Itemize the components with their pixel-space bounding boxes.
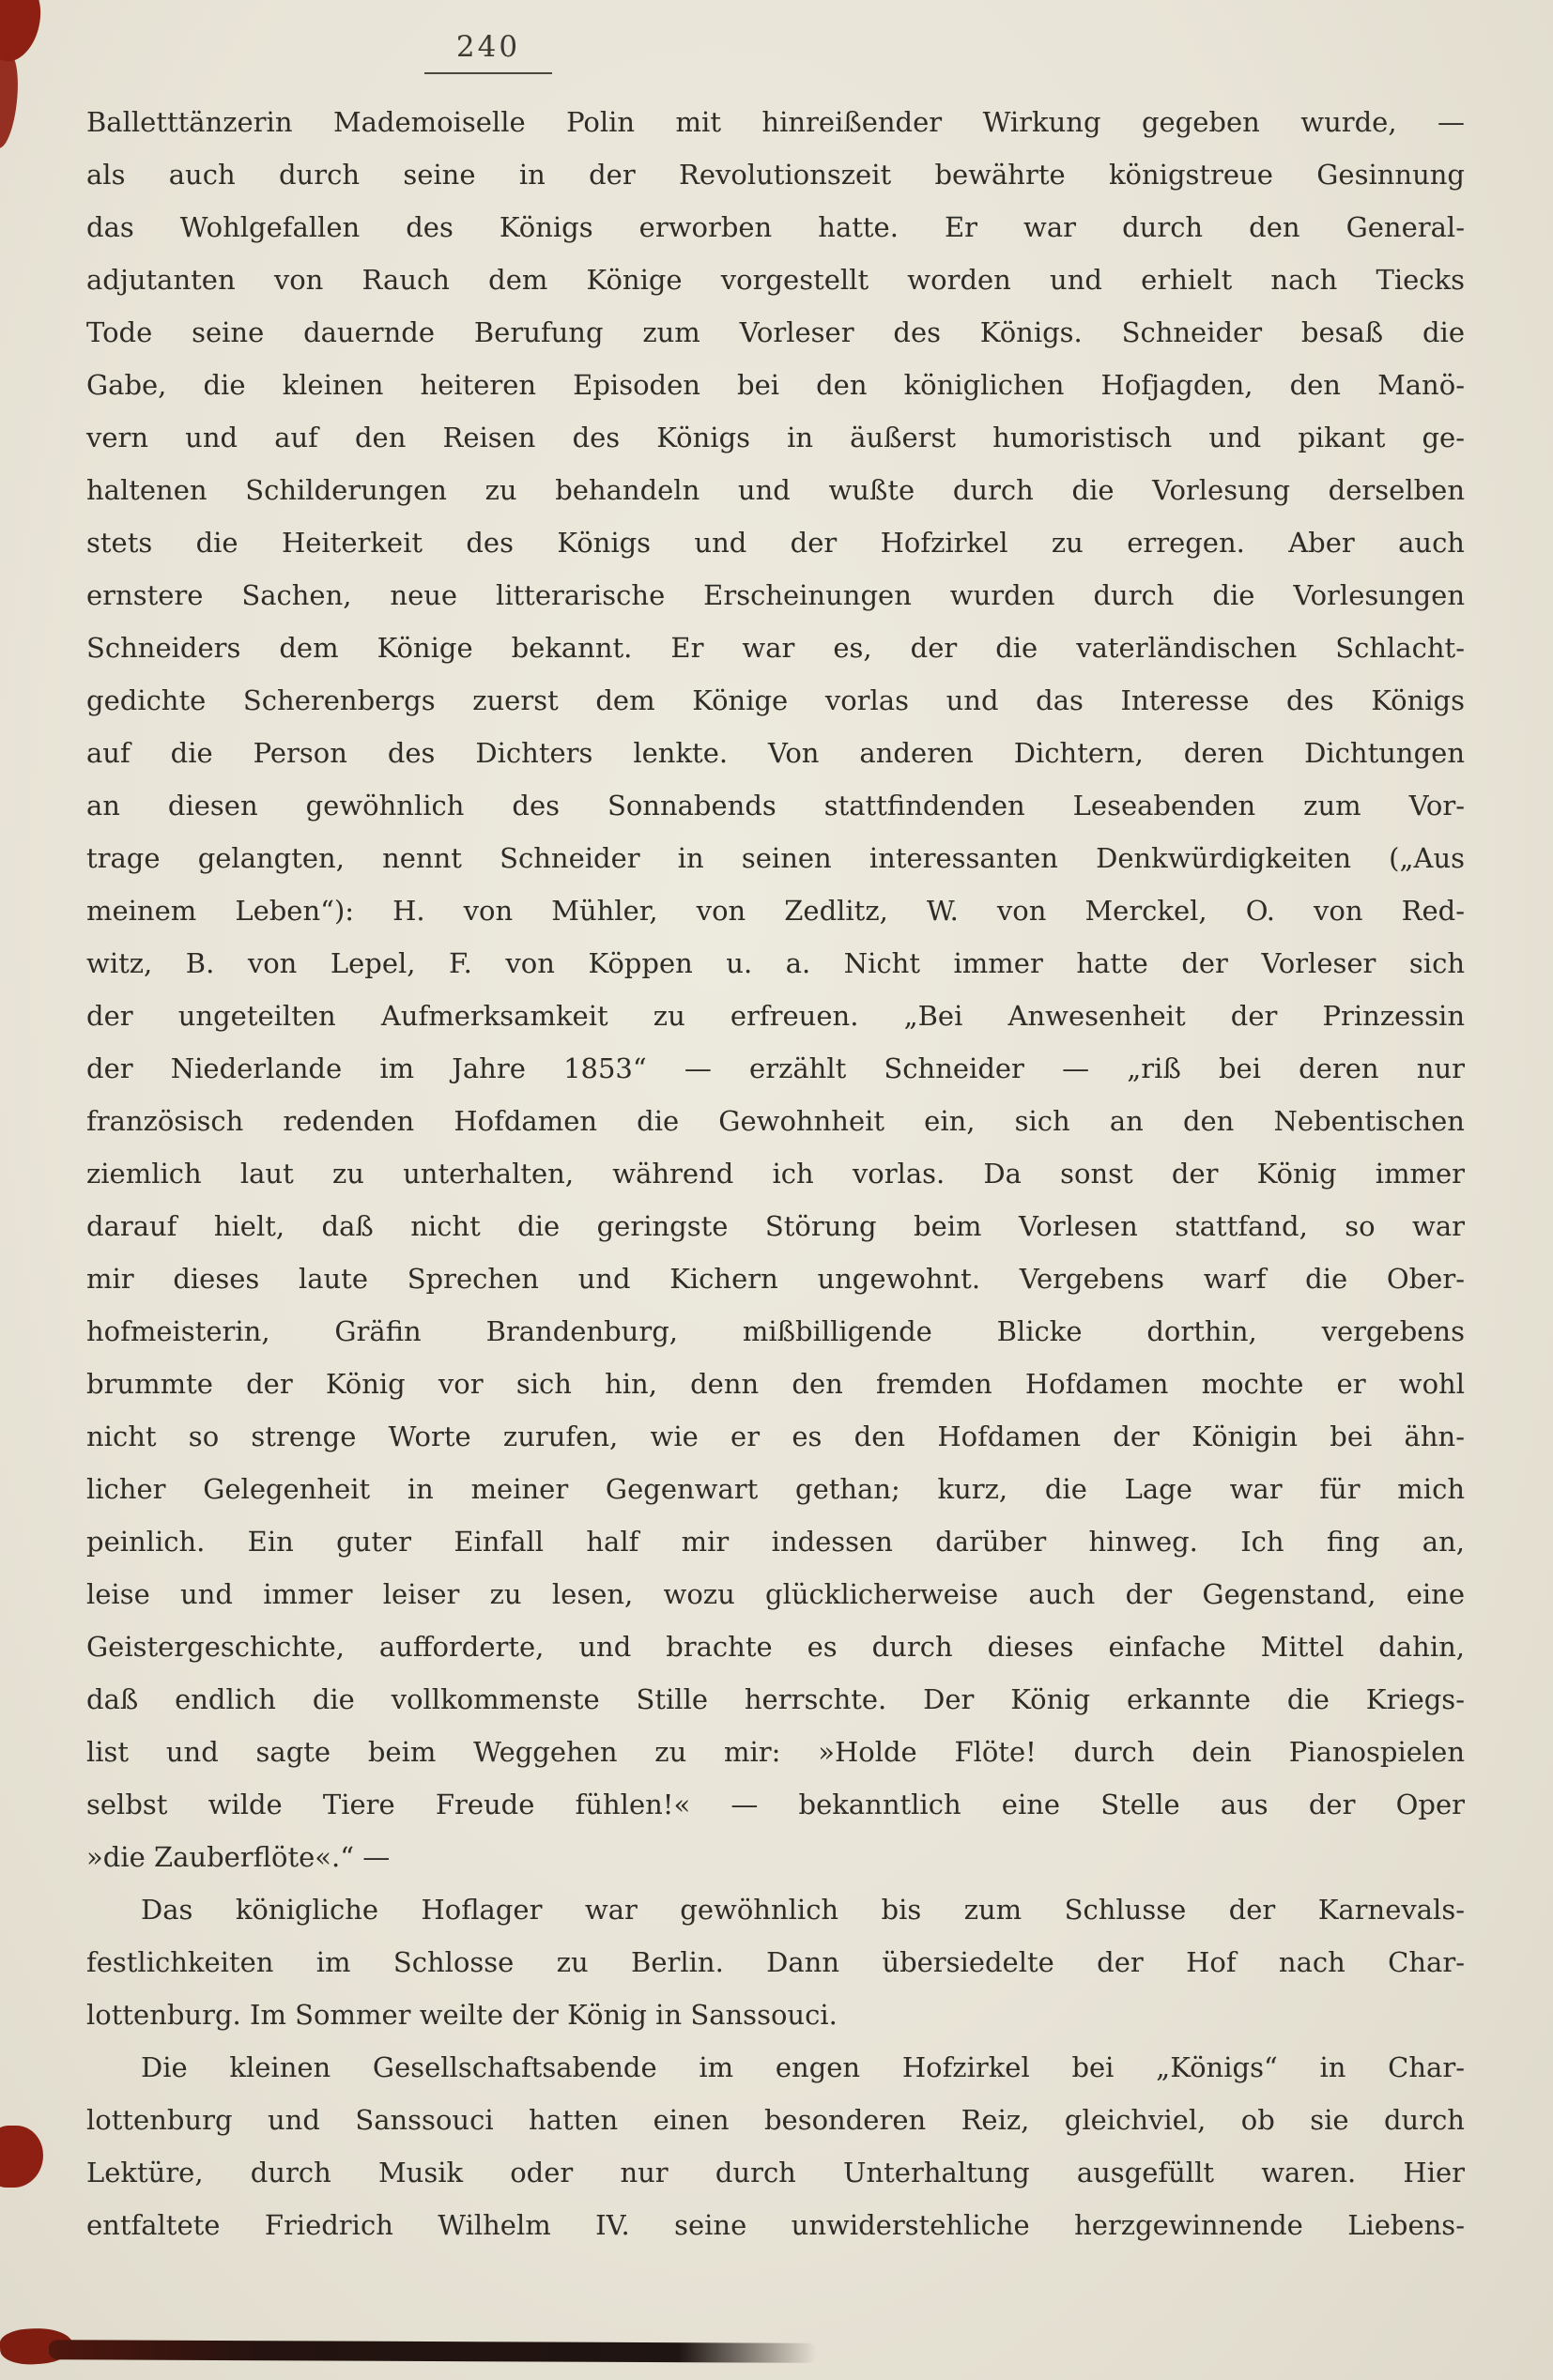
scan-stain-top-left-2: [0, 52, 22, 149]
text-line: leise und immer leiser zu lesen, wozu glücklicherweise auch der Gegenstand, eine: [86, 1578, 1465, 1610]
scan-streak-bottom-edge: [49, 2340, 817, 2363]
text-line: lottenburg und Sanssouci hatten einen besonderen Reiz, gleichviel, ob sie durch: [86, 2104, 1465, 2136]
text-line: Balletttänzerin Mademoiselle Polin mit hinreißender Wirkung gegeben wurde, —: [86, 106, 1465, 138]
text-line: Tode seine dauernde Berufung zum Vorleser des Königs. Schneider besaß die: [86, 316, 1465, 348]
text-line: festlichkeiten im Schlosse zu Berlin. Dann übersiedelte der Hof nach Char-: [86, 1946, 1465, 1978]
text-line: Geistergeschichte, aufforderte, und brachte es durch dieses einfache Mittel dahin,: [86, 1631, 1465, 1663]
text-line: Das königliche Hoflager war gewöhnlich bis zum Schlusse der Karnevals-: [141, 1894, 1465, 1926]
text-line: Schneiders dem Könige bekannt. Er war es, der die vaterländischen Schlacht-: [86, 632, 1465, 664]
text-line: adjutanten von Rauch dem Könige vorgestellt worden und erhielt nach Tiecks: [86, 264, 1465, 296]
text-line: Lektüre, durch Musik oder nur durch Unterhaltung ausgefüllt waren. Hier: [86, 2157, 1465, 2188]
text-line: daß endlich die vollkommenste Stille herrschte. Der König erkannte die Kriegs-: [86, 1683, 1465, 1715]
text-line: hofmeisterin, Gräfin Brandenburg, mißbilligende Blicke dorthin, vergebens: [86, 1315, 1465, 1347]
text-line: brummte der König vor sich hin, denn den fremden Hofdamen mochte er wohl: [86, 1368, 1465, 1400]
page-number: 240: [424, 30, 552, 74]
text-line: selbst wilde Tiere Freude fühlen!« — bekanntlich eine Stelle aus der Oper: [86, 1789, 1465, 1820]
text-line: haltenen Schilderungen zu behandeln und wußte durch die Vorlesung derselben: [86, 474, 1465, 506]
text-line: an diesen gewöhnlich des Sonnabends stattfindenden Leseabenden zum Vor-: [86, 790, 1465, 821]
text-line: als auch durch seine in der Revolutionszeit bewährte königstreue Gesinnung: [86, 159, 1465, 191]
text-line: nicht so strenge Worte zurufen, wie er es den Hofdamen der Königin bei ähn-: [86, 1420, 1465, 1452]
body-text: [86, 96, 1465, 2251]
text-line: gedichte Scherenbergs zuerst dem Könige vorlas und das Interesse des Königs: [86, 684, 1465, 716]
text-line: auf die Person des Dichters lenkte. Von anderen Dichtern, deren Dichtungen: [86, 737, 1465, 769]
text-line: darauf hielt, daß nicht die geringste Störung beim Vorlesen stattfand, so war: [86, 1210, 1465, 1242]
text-line: entfaltete Friedrich Wilhelm IV. seine unwiderstehliche herzgewinnende Liebens-: [86, 2209, 1465, 2241]
text-line: licher Gelegenheit in meiner Gegenwart gethan; kurz, die Lage war für mich: [86, 1473, 1465, 1505]
text-line: französisch redenden Hofdamen die Gewohnheit ein, sich an den Nebentischen: [86, 1105, 1465, 1137]
text-line: »die Zauberflöte«.“ —: [86, 1841, 391, 1873]
text-line: das Wohlgefallen des Königs erworben hatte. Er war durch den General-: [86, 211, 1465, 243]
text-line: Gabe, die kleinen heiteren Episoden bei den königlichen Hofjagden, den Manö-: [86, 369, 1465, 401]
text-line: meinem Leben“): H. von Mühler, von Zedlitz, W. von Merckel, O. von Red-: [86, 895, 1465, 927]
text-line: ziemlich laut zu unterhalten, während ich vorlas. Da sonst der König immer: [86, 1158, 1465, 1190]
text-line: list und sagte beim Weggehen zu mir: »Holde Flöte! durch dein Pianospielen: [86, 1736, 1465, 1768]
text-line: stets die Heiterkeit des Königs und der Hofzirkel zu erregen. Aber auch: [86, 527, 1465, 559]
text-line: der Niederlande im Jahre 1853“ — erzählt Schneider — „riß bei deren nur: [86, 1052, 1465, 1084]
text-line: der ungeteilten Aufmerksamkeit zu erfreuen. „Bei Anwesenheit der Prinzessin: [86, 1000, 1465, 1032]
text-line: ernstere Sachen, neue litterarische Erscheinungen wurden durch die Vorlesungen: [86, 579, 1465, 611]
text-line: Die kleinen Gesellschaftsabende im engen Hofzirkel bei „Königs“ in Char-: [141, 2051, 1465, 2083]
text-line: mir dieses laute Sprechen und Kichern ungewohnt. Vergebens warf die Ober-: [86, 1263, 1465, 1295]
text-line: lottenburg. Im Sommer weilte der König in Sanssouci.: [86, 1999, 838, 2031]
scan-stain-bottom-left-1: [0, 2126, 43, 2188]
text-line: witz, B. von Lepel, F. von Köppen u. a. Nicht immer hatte der Vorleser sich: [86, 947, 1465, 979]
text-line: trage gelangten, nennt Schneider in seinen interessanten Denkwürdigkeiten („Aus: [86, 842, 1465, 874]
text-line: peinlich. Ein guter Einfall half mir indessen darüber hinweg. Ich fing an,: [86, 1526, 1465, 1558]
text-line: vern und auf den Reisen des Königs in äußerst humoristisch und pikant ge-: [86, 422, 1465, 453]
